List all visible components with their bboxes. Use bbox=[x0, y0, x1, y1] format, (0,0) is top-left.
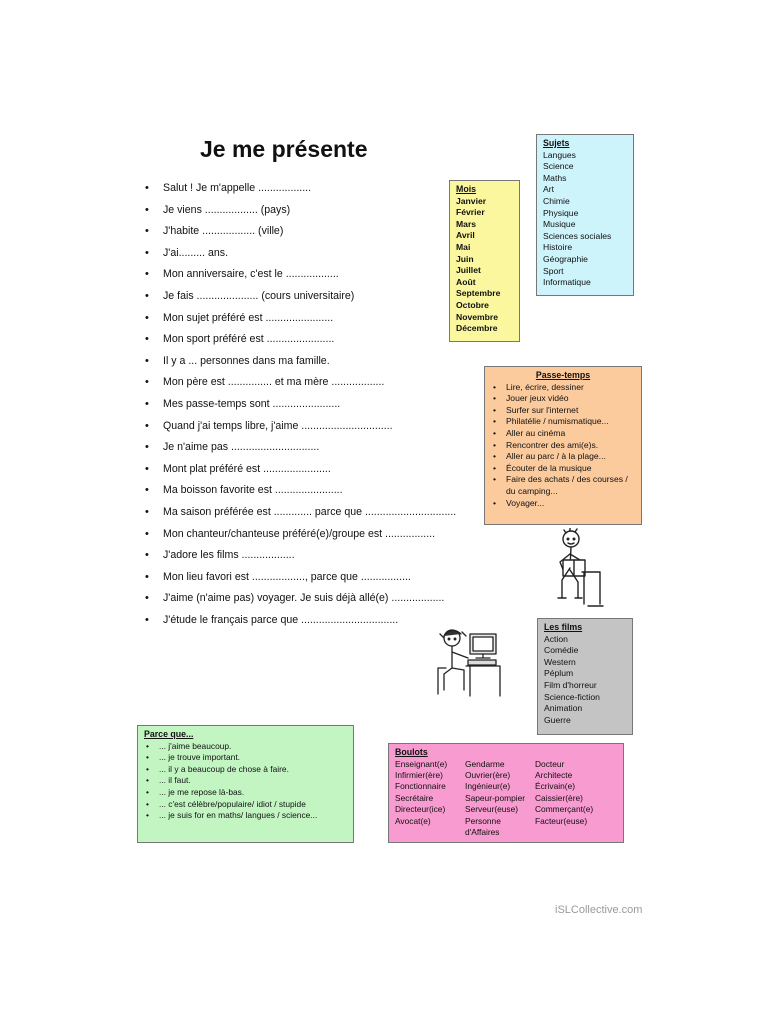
sentence-item: • J'adore les films .................. bbox=[140, 545, 456, 567]
sujet-item: Musique bbox=[543, 219, 576, 230]
film-item: Science-fiction bbox=[544, 691, 600, 702]
sujet-item: Informatique bbox=[543, 277, 591, 288]
boulot-item: Architecte bbox=[535, 770, 573, 780]
boulot-item: d'Affaires bbox=[465, 827, 500, 838]
mois-item: Août bbox=[456, 276, 476, 287]
passe-temps-item: • Voyager... bbox=[491, 498, 635, 510]
parce-que-item: • ... c'est célèbre/populaire/ idiot / stupide bbox=[144, 799, 347, 811]
mois-item: Mai bbox=[456, 241, 471, 252]
sujet-item: Sciences sociales bbox=[543, 230, 612, 241]
watermark: iSLCollective.com bbox=[555, 904, 643, 916]
sentence-list bbox=[140, 178, 456, 631]
boulot-item: Serveur(euse) bbox=[465, 804, 519, 815]
boulot-item: Écrivain(e) bbox=[535, 781, 576, 792]
film-item: Péplum bbox=[544, 668, 574, 679]
film-item: Film d'horreur bbox=[544, 679, 597, 690]
sentence-item: • Mon chanteur/chanteuse préféré(e)/groupe est ................. bbox=[140, 524, 456, 546]
films-list bbox=[544, 634, 626, 727]
passe-temps-item: • Surfer sur l'internet bbox=[491, 405, 635, 417]
sentence-item: • Quand j'ai temps libre, j'aime ............................... bbox=[140, 416, 456, 438]
sentence-item: • Mont plat préféré est ....................... bbox=[140, 459, 456, 481]
boulot-item: Caissier(ère) bbox=[535, 792, 583, 803]
boulots-column bbox=[535, 759, 607, 839]
mois-item: Novembre bbox=[456, 311, 499, 322]
sentence-item: • Je n'aime pas .............................. bbox=[140, 437, 456, 459]
sujet-item: Géographie bbox=[543, 253, 588, 264]
sujets-list bbox=[543, 150, 627, 289]
sentence-item: • Mon anniversaire, c'est le .................. bbox=[140, 264, 456, 286]
sentence-item: • Ma boisson favorite est ....................... bbox=[140, 480, 456, 502]
sujet-item: Physique bbox=[543, 207, 579, 218]
reading-child-illustration bbox=[548, 528, 610, 612]
sujet-item: Art bbox=[543, 184, 554, 195]
mois-item: Avril bbox=[456, 230, 475, 241]
parce-que-item: • ... il y a beaucoup de chose à faire. bbox=[144, 764, 347, 776]
passe-temps-item: • Philatélie / numismatique... bbox=[491, 416, 635, 428]
boulots-heading: Boulots bbox=[395, 747, 428, 757]
sentence-item: • Ma saison préférée est ............. parce que ............................... bbox=[140, 502, 456, 524]
boulot-item: Ouvrier(ère) bbox=[465, 770, 511, 780]
sujets-heading: Sujets bbox=[543, 138, 570, 148]
sujets-box bbox=[536, 134, 634, 296]
films-box bbox=[537, 618, 633, 735]
film-item: Guerre bbox=[544, 714, 571, 725]
parce-que-list bbox=[144, 741, 347, 822]
boulot-item: Avocat(e) bbox=[395, 815, 431, 826]
mois-item: Février bbox=[456, 207, 485, 218]
sentence-item: • Salut ! Je m'appelle .................. bbox=[140, 178, 456, 200]
film-item: Action bbox=[544, 633, 568, 644]
boulot-item: Sapeur-pompier bbox=[465, 792, 526, 803]
mois-item: Mars bbox=[456, 218, 477, 229]
passe-temps-list bbox=[491, 382, 635, 510]
sentence-item: • Mon sport préféré est ....................... bbox=[140, 329, 456, 351]
passe-temps-box bbox=[484, 366, 642, 525]
sentence-item: • Je viens .................. (pays) bbox=[140, 200, 456, 222]
sujet-item: Sport bbox=[543, 265, 564, 276]
passe-temps-item: • Aller au cinéma bbox=[491, 428, 635, 440]
boulot-item: Commerçant(e) bbox=[535, 804, 594, 815]
passe-temps-item: • Écouter de la musique bbox=[491, 463, 635, 475]
mois-item: Octobre bbox=[456, 299, 489, 310]
boulot-item: Directeur(ice) bbox=[395, 804, 446, 815]
mois-item: Juillet bbox=[456, 265, 481, 276]
passe-temps-item: • Lire, écrire, dessiner bbox=[491, 382, 635, 394]
sentence-item: • Il y a ... personnes dans ma famille. bbox=[140, 351, 456, 373]
films-heading: Les films bbox=[544, 622, 583, 632]
parce-que-item: • ... je trouve important. bbox=[144, 752, 347, 764]
boulot-item: Gendarme bbox=[465, 758, 505, 769]
sentence-item: • Je fais ..................... (cours universitaire) bbox=[140, 286, 456, 308]
sujet-item: Maths bbox=[543, 172, 567, 183]
passe-temps-item: • Faire des achats / des courses / du camping... bbox=[491, 474, 635, 497]
boulot-item: Enseignant(e) bbox=[395, 758, 448, 769]
passe-temps-item: • Jouer jeux vidéo bbox=[491, 393, 635, 405]
parce-que-item: • ... il faut. bbox=[144, 775, 347, 787]
passe-temps-item: • Rencontrer des ami(e)s. bbox=[491, 440, 635, 452]
passe-temps-heading: Passe-temps bbox=[535, 370, 591, 380]
boulots-box bbox=[388, 743, 624, 843]
sentence-item: • Mon lieu favori est .................., parce que ................. bbox=[140, 567, 456, 589]
mois-item: Juin bbox=[456, 253, 474, 264]
sentence-item: • Mon père est ............... et ma mère .................. bbox=[140, 372, 456, 394]
film-item: Animation bbox=[544, 703, 583, 714]
mois-item: Décembre bbox=[456, 323, 498, 334]
sentence-item: • J'aime (n'aime pas) voyager. Je suis déjà allé(e) .................. bbox=[140, 588, 456, 610]
computer-child-illustration bbox=[430, 624, 506, 700]
boulot-item: Infirmier(ère) bbox=[395, 770, 443, 780]
boulots-columns bbox=[395, 759, 617, 839]
parce-que-heading: Parce que... bbox=[144, 729, 194, 739]
sujet-item: Histoire bbox=[543, 242, 573, 253]
mois-item: Janvier bbox=[456, 195, 487, 206]
mois-box bbox=[449, 180, 520, 342]
boulot-item: Fonctionnaire bbox=[395, 781, 446, 792]
film-item: Western bbox=[544, 656, 576, 667]
parce-que-item: • ... je suis for en maths/ langues / science... bbox=[144, 810, 347, 822]
sentence-item: • Mon sujet préféré est ....................... bbox=[140, 308, 456, 330]
boulot-item: Secrétaire bbox=[395, 792, 434, 803]
mois-list bbox=[456, 196, 513, 335]
boulot-item: Ingénieur(e) bbox=[465, 781, 511, 792]
boulot-item: Personne bbox=[465, 815, 501, 826]
film-item: Comédie bbox=[544, 645, 579, 656]
sujet-item: Science bbox=[543, 161, 574, 172]
parce-que-box bbox=[137, 725, 354, 843]
boulot-item: Docteur bbox=[535, 758, 565, 769]
sujet-item: Chimie bbox=[543, 195, 570, 206]
sentence-item: • J'ai......... ans. bbox=[140, 243, 456, 265]
mois-item: Septembre bbox=[456, 288, 501, 299]
parce-que-item: • ... je me repose là-bas. bbox=[144, 787, 347, 799]
passe-temps-item: • Aller au parc / à la plage... bbox=[491, 451, 635, 463]
sentence-item: • J'étude le français parce que ................................. bbox=[140, 610, 456, 632]
parce-que-item: • ... j'aime beaucoup. bbox=[144, 741, 347, 753]
sujet-item: Langues bbox=[543, 149, 576, 160]
boulots-column bbox=[465, 759, 535, 839]
page-title: Je me présente bbox=[200, 136, 368, 162]
sentence-item: • Mes passe-temps sont ....................... bbox=[140, 394, 456, 416]
mois-heading: Mois bbox=[456, 184, 477, 194]
boulot-item: Facteur(euse) bbox=[535, 815, 588, 826]
sentence-item: • J'habite .................. (ville) bbox=[140, 221, 456, 243]
boulots-column bbox=[395, 759, 465, 839]
